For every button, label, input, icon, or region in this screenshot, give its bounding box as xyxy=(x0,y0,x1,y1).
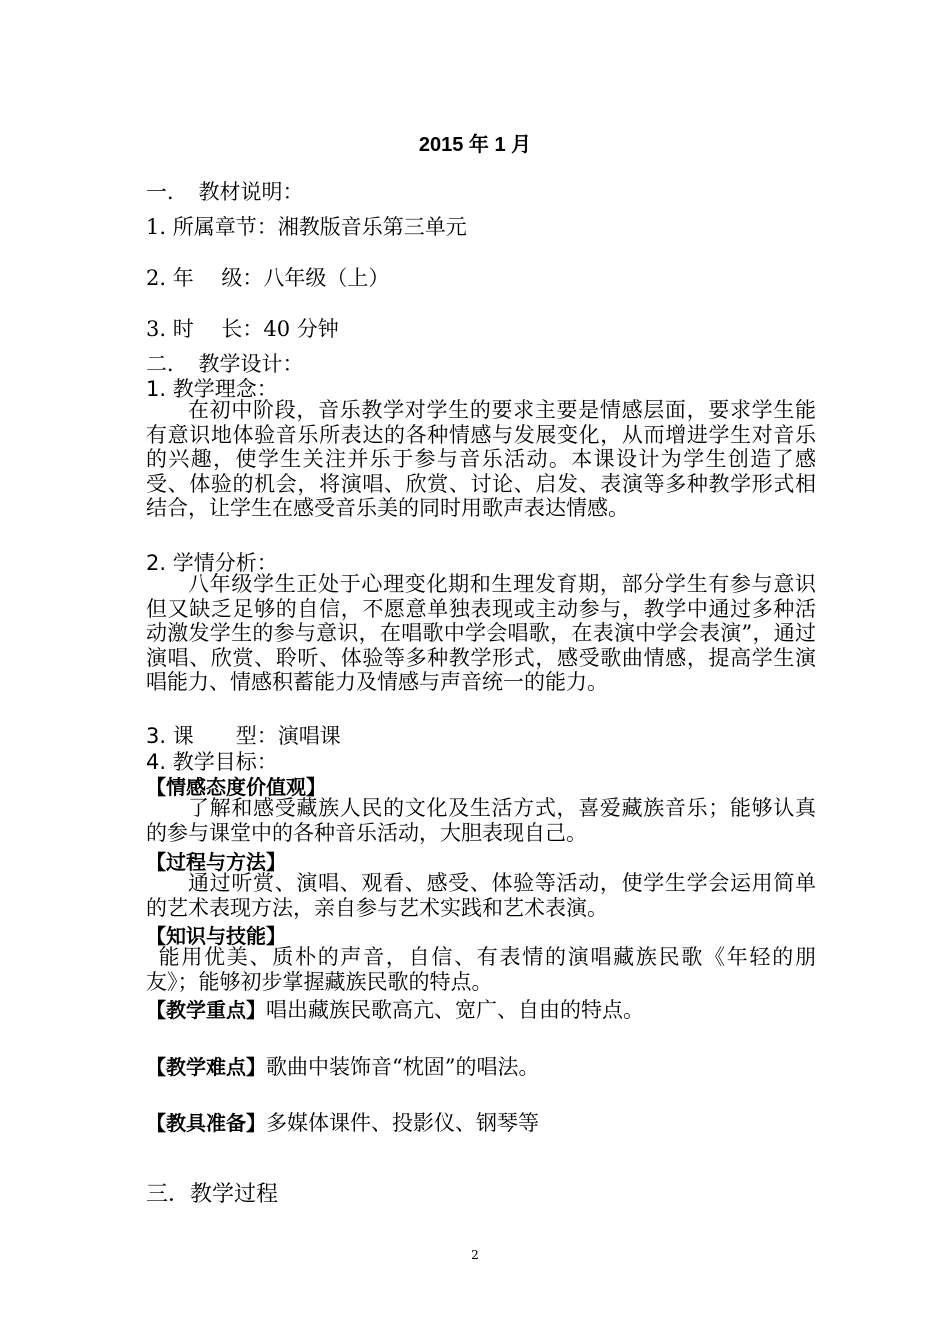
grade-line: 2. 年 级：八年级（上） xyxy=(146,266,390,290)
key-point-line xyxy=(146,994,644,1024)
process-paragraph: 通过听赏、演唱、观看、感受、体验等活动，使学生学会运用简单的艺术表现方法，亲自参与艺术实践和艺术表演。 xyxy=(146,871,816,920)
tools-text: 多媒体课件、投影仪、钢琴等 xyxy=(266,1111,539,1135)
section-heading-materials: 一． 教材说明： xyxy=(146,180,304,204)
difficulty-text: 歌曲中装饰音“枕固”的唱法。 xyxy=(266,1055,540,1079)
tools-label: 【教具准备】 xyxy=(146,1111,266,1135)
document-date: 2015 年 1 月 xyxy=(418,134,532,156)
duration-line: 3. 时 长：40 分钟 xyxy=(146,317,339,341)
analysis-title: 2. 学情分析： xyxy=(146,551,278,575)
section-heading-design: 二． 教学设计： xyxy=(146,352,304,376)
page-number: 2 xyxy=(471,1248,479,1262)
process-title: 【过程与方法】 xyxy=(146,850,286,874)
tools-line xyxy=(146,1107,539,1137)
key-point-label: 【教学重点】 xyxy=(146,998,266,1022)
section-heading-process: 三．教学过程 xyxy=(146,1182,279,1207)
lesson-type-value: 演唱课 xyxy=(277,724,341,748)
skill-title: 【知识与技能】 xyxy=(146,924,286,948)
key-point-text: 唱出藏族民歌高亢、宽广、自由的特点。 xyxy=(266,998,644,1022)
difficulty-label: 【教学难点】 xyxy=(146,1055,266,1079)
skill-paragraph: 能用优美、质朴的声音，自信、有表情的演唱藏族民歌《年轻的朋友》；能够初步掌握藏族民歌的特点。 xyxy=(146,945,816,994)
concept-title: 1. 教学理念： xyxy=(146,377,278,401)
concept-paragraph: 在初中阶段，音乐教学对学生的要求主要是情感层面，要求学生能有意识地体验音乐所表达的各种情感与发展变化，从而增进学生对音乐的兴趣，使学生关注并乐于参与音乐活动。本课设计为学生创造了感受、体验的机会，将演唱、欣赏、讨论、启发、表演等多种教学形式相结合，让学生在感受音乐美的同时用歌声表达情感。 xyxy=(146,398,816,520)
goals-title: 4. 教学目标： xyxy=(146,750,278,774)
difficulty-line xyxy=(146,1051,539,1081)
lesson-type-title: 3. 课 型： xyxy=(146,724,278,748)
analysis-paragraph: 八年级学生正处于心理变化期和生理发育期，部分学生有参与意识但又缺乏足够的自信，不愿意单独表现或主动参与，教学中通过多种活动激发学生的参与意识，在唱歌中学会唱歌，在表演中学会表演”，通过演唱、欣赏、聆听、体验等多种教学形式，感受歌曲情感，提高学生演唱能力、情感积蓄能力及情感与声音统一的能力。 xyxy=(146,572,816,694)
emotion-title: 【情感态度价值观】 xyxy=(146,775,326,799)
chapter-line: 1. 所属章节：湘教版音乐第三单元 xyxy=(146,215,467,239)
emotion-paragraph: 了解和感受藏族人民的文化及生活方式，喜爱藏族音乐；能够认真的参与课堂中的各种音乐活动，大胆表现自己。 xyxy=(146,796,816,845)
